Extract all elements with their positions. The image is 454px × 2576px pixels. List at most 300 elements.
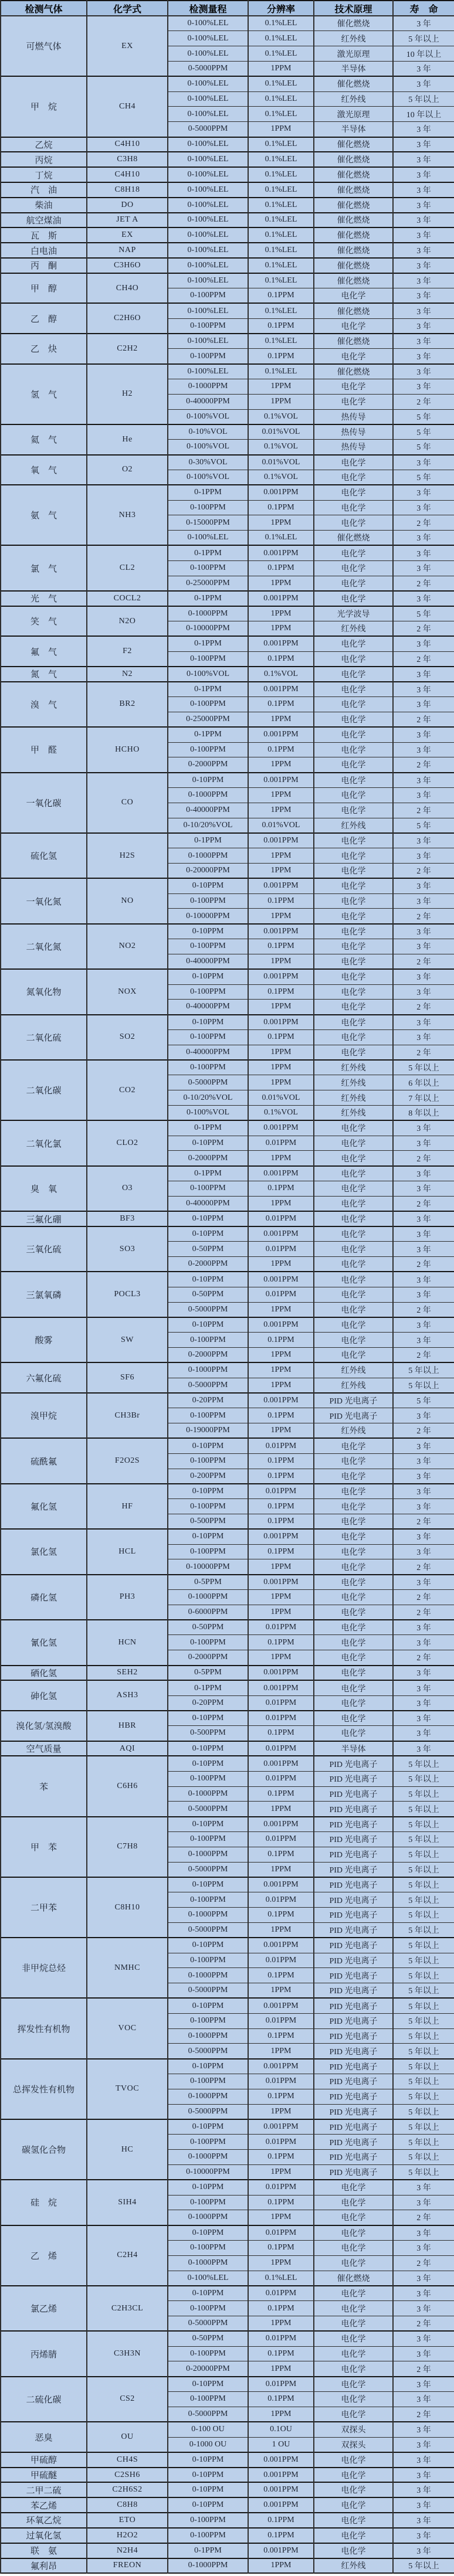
lifespan-cell: 2 年 (393, 1348, 454, 1363)
principle-cell: 电化学 (314, 878, 393, 893)
range-cell: 0-10PPM (168, 1484, 248, 1499)
principle-cell: 电化学 (314, 288, 393, 304)
chemical-formula-cell: POCL3 (87, 1272, 168, 1317)
principle-cell: PID 光电离子 (314, 1998, 393, 2013)
gas-name-cell: 氮氧化物 (1, 969, 87, 1014)
range-cell: 0-1000PPM (168, 2089, 248, 2104)
principle-cell: 电化学 (314, 742, 393, 757)
chemical-formula-cell: HCL (87, 1529, 168, 1574)
principle-cell: 电化学 (314, 848, 393, 864)
gas-name-cell: 氨 气 (1, 485, 87, 545)
range-cell: 0-1PPM (168, 591, 248, 606)
chemical-formula-cell: C2H6O (87, 303, 168, 334)
range-cell: 0-5000PPM (168, 2407, 248, 2422)
principle-cell: 电化学 (314, 1650, 393, 1666)
chemical-formula-cell: C3H8 (87, 152, 168, 167)
lifespan-cell: 5 年以上 (393, 1756, 454, 1771)
gas-name-cell: 二氧化硫 (1, 1015, 87, 1060)
table-row (1, 2513, 454, 2528)
range-cell: 0-100PPM (168, 1060, 248, 1075)
principle-cell: 电化学 (314, 969, 393, 984)
principle-cell: 电化学 (314, 500, 393, 515)
principle-cell: 热传导 (314, 440, 393, 455)
table-row (1, 1120, 454, 1136)
chemical-formula-cell: O2 (87, 455, 168, 485)
principle-cell: 电化学 (314, 803, 393, 818)
range-cell: 0-100%LEL (168, 2271, 248, 2286)
gas-name-cell: 二氧化氮 (1, 924, 87, 969)
resolution-cell: 1PPM (248, 1045, 314, 1060)
lifespan-cell: 3 年 (393, 531, 454, 546)
chemical-formula-cell: C7H8 (87, 1817, 168, 1877)
resolution-cell: 0.1PPM (248, 2195, 314, 2210)
lifespan-cell: 3 年 (393, 455, 454, 470)
resolution-cell: 1PPM (248, 1362, 314, 1378)
lifespan-cell: 3 年 (393, 303, 454, 318)
table-row (1, 152, 454, 167)
principle-cell: 电化学 (314, 1045, 393, 1060)
resolution-cell: 0.01PPM (248, 1438, 314, 1453)
gas-name-cell: 硫酰氟 (1, 1438, 87, 1483)
range-cell: 0-100PPM (168, 2346, 248, 2361)
range-cell: 0-1PPM (168, 727, 248, 742)
principle-cell: 电化学 (314, 1120, 393, 1136)
principle-cell: PID 光电离子 (314, 1393, 393, 1408)
lifespan-cell: 3 年 (393, 2392, 454, 2407)
resolution-cell: 1PPM (248, 954, 314, 969)
table-row (1, 2377, 454, 2392)
lifespan-cell: 3 年 (393, 2377, 454, 2392)
resolution-cell: 0.1%LEL (248, 167, 314, 182)
range-cell: 0-1PPM (168, 1166, 248, 1181)
principle-cell: 电化学 (314, 1575, 393, 1590)
range-cell: 0-30%VOL (168, 455, 248, 470)
table-row (1, 2119, 454, 2135)
lifespan-cell: 3 年 (393, 288, 454, 304)
lifespan-cell: 3 年 (393, 364, 454, 379)
gas-name-cell: 氢 气 (1, 364, 87, 424)
chemical-formula-cell: HF (87, 1484, 168, 1529)
lifespan-cell: 5 年以上 (393, 31, 454, 46)
lifespan-cell: 3 年 (393, 213, 454, 228)
chemical-formula-cell: NOX (87, 969, 168, 1014)
lifespan-cell: 2 年 (393, 1514, 454, 1529)
range-cell: 0-2000PPM (168, 1348, 248, 1363)
principle-cell: 电化学 (314, 1302, 393, 1317)
chemical-formula-cell: SIH4 (87, 2180, 168, 2225)
chemical-formula-cell: NAP (87, 243, 168, 258)
range-cell: 0-100PPM (168, 1771, 248, 1786)
lifespan-cell: 5 年以上 (393, 1771, 454, 1786)
column-header-4: 技术原理 (314, 1, 393, 16)
range-cell: 0-100%LEL (168, 243, 248, 258)
principle-cell: 红外线 (314, 31, 393, 46)
range-cell: 0-100%LEL (168, 258, 248, 273)
resolution-cell: 0.1%LEL (248, 227, 314, 243)
lifespan-cell: 3 年 (393, 500, 454, 515)
principle-cell: PID 光电离子 (314, 2150, 393, 2165)
range-cell: 0-5000PPM (168, 1302, 248, 1317)
table-row (1, 1060, 454, 1075)
range-cell: 0-5000PPM (168, 1802, 248, 1817)
chemical-formula-cell: HBR (87, 1711, 168, 1741)
resolution-cell: 1PPM (248, 394, 314, 409)
chemical-formula-cell: COCL2 (87, 591, 168, 606)
range-cell: 0-1000PPM (168, 2255, 248, 2271)
range-cell: 0-10PPM (168, 1741, 248, 1756)
range-cell: 0-100%LEL (168, 167, 248, 182)
principle-cell: 催化燃烧 (314, 76, 393, 91)
principle-cell: 电化学 (314, 1242, 393, 1257)
resolution-cell: 1PPM (248, 1605, 314, 1620)
resolution-cell: 1PPM (248, 1650, 314, 1666)
lifespan-cell: 3 年 (393, 485, 454, 500)
lifespan-cell: 2 年 (393, 576, 454, 591)
lifespan-cell: 3 年 (393, 152, 454, 167)
table-row (1, 213, 454, 228)
lifespan-cell: 3 年 (393, 379, 454, 395)
gas-name-cell: 二甲苯 (1, 1877, 87, 1938)
table-row (1, 1529, 454, 1544)
range-cell: 0-2000PPM (168, 1650, 248, 1666)
range-cell: 0-1000PPM (168, 2558, 248, 2574)
range-cell: 0-100PPM (168, 1453, 248, 1469)
principle-cell: 电化学 (314, 712, 393, 727)
principle-cell: 电化学 (314, 1136, 393, 1151)
gas-name-cell: 氟 气 (1, 636, 87, 667)
principle-cell: 电化学 (314, 470, 393, 485)
principle-cell: 电化学 (314, 2301, 393, 2316)
chemical-formula-cell: CH4 (87, 76, 168, 137)
principle-cell: 催化燃烧 (314, 258, 393, 273)
principle-cell: PID 光电离子 (314, 1862, 393, 1877)
principle-cell: 催化燃烧 (314, 137, 393, 152)
table-row (1, 2497, 454, 2513)
range-cell: 0-100%LEL (168, 16, 248, 31)
resolution-cell: 1PPM (248, 1257, 314, 1272)
resolution-cell: 0.001PPM (248, 1666, 314, 1681)
resolution-cell: 1PPM (248, 2210, 314, 2225)
principle-cell: 催化燃烧 (314, 531, 393, 546)
principle-cell: 红外线 (314, 1106, 393, 1121)
resolution-cell: 1PPM (248, 712, 314, 727)
resolution-cell: 0.1PPM (248, 560, 314, 576)
table-row (1, 1817, 454, 1832)
table-row (1, 924, 454, 939)
gas-name-cell: 二氧化碳 (1, 1060, 87, 1120)
range-cell: 0-10PPM (168, 2452, 248, 2468)
range-cell: 0-100%VOL (168, 1106, 248, 1121)
gas-name-cell: 硅 烷 (1, 2180, 87, 2225)
chemical-formula-cell: EX (87, 16, 168, 76)
lifespan-cell: 5 年 (393, 440, 454, 455)
table-row (1, 682, 454, 697)
lifespan-cell: 5 年 (393, 424, 454, 440)
lifespan-cell: 2 年 (393, 757, 454, 773)
lifespan-cell: 3 年 (393, 2195, 454, 2210)
gas-name-cell: 溴甲烷 (1, 1393, 87, 1438)
resolution-cell: 1PPM (248, 2104, 314, 2119)
gas-name-cell: 硫化氢 (1, 833, 87, 878)
principle-cell: 电化学 (314, 651, 393, 667)
lifespan-cell: 3 年 (393, 1544, 454, 1559)
principle-cell: 电化学 (314, 394, 393, 409)
chemical-formula-cell: SEH2 (87, 1666, 168, 1681)
resolution-cell: 1PPM (248, 1983, 314, 1999)
range-cell: 0-50PPM (168, 1620, 248, 1635)
principle-cell: 电化学 (314, 2452, 393, 2468)
lifespan-cell: 7 年以上 (393, 1090, 454, 1106)
principle-cell: 电化学 (314, 349, 393, 364)
range-cell: 0-10PPM (168, 1998, 248, 2013)
lifespan-cell: 3 年 (393, 742, 454, 757)
lifespan-cell: 3 年 (393, 1453, 454, 1469)
gas-name-cell: 溴 气 (1, 682, 87, 727)
lifespan-cell: 2 年 (393, 651, 454, 667)
resolution-cell: 0.1PPM (248, 1908, 314, 1923)
principle-cell: PID 光电离子 (314, 1802, 393, 1817)
resolution-cell: 1PPM (248, 1378, 314, 1393)
chemical-formula-cell: EX (87, 227, 168, 243)
resolution-cell: 1PPM (248, 515, 314, 531)
principle-cell: 电化学 (314, 1317, 393, 1333)
principle-cell: 电化学 (314, 1544, 393, 1559)
range-cell: 0-1PPM (168, 2543, 248, 2558)
principle-cell: PID 光电离子 (314, 1892, 393, 1908)
principle-cell: 电化学 (314, 485, 393, 500)
lifespan-cell: 3 年 (393, 1181, 454, 1197)
resolution-cell: 0.001PPM (248, 485, 314, 500)
principle-cell: 电化学 (314, 757, 393, 773)
range-cell: 0-100PPM (168, 1832, 248, 1847)
lifespan-cell: 2 年 (393, 803, 454, 818)
column-header-5: 寿 命 (393, 1, 454, 16)
lifespan-cell: 3 年 (393, 939, 454, 954)
gas-name-cell: 硒化氢 (1, 1666, 87, 1681)
range-cell: 0-100%VOL (168, 470, 248, 485)
principle-cell: 电化学 (314, 1333, 393, 1348)
table-row (1, 2286, 454, 2301)
gas-name-cell: 磷化氢 (1, 1575, 87, 1620)
principle-cell: 电化学 (314, 787, 393, 803)
range-cell: 0-100%LEL (168, 137, 248, 152)
resolution-cell: 0.1%VOL (248, 1106, 314, 1121)
range-cell: 0-100%LEL (168, 31, 248, 46)
resolution-cell: 0.001PPM (248, 773, 314, 788)
lifespan-cell: 3 年 (393, 1635, 454, 1650)
lifespan-cell: 3 年 (393, 1726, 454, 1741)
range-cell: 0-100PPM (168, 2195, 248, 2210)
lifespan-cell: 3 年 (393, 2346, 454, 2361)
resolution-cell: 0.1%LEL (248, 182, 314, 198)
table-row (1, 1226, 454, 1242)
chemical-formula-cell: SW (87, 1317, 168, 1362)
range-cell: 0-5PPM (168, 1575, 248, 1590)
principle-cell: 电化学 (314, 682, 393, 697)
resolution-cell: 0.1%LEL (248, 2271, 314, 2286)
range-cell: 0-1PPM (168, 545, 248, 560)
gas-name-cell: 苯乙烯 (1, 2497, 87, 2513)
chemical-formula-cell: C4H10 (87, 137, 168, 152)
principle-cell: PID 光电离子 (314, 1756, 393, 1771)
range-cell: 0-5000PPM (168, 1075, 248, 1090)
lifespan-cell: 2 年 (393, 1000, 454, 1015)
table-row (1, 606, 454, 621)
gas-name-cell: 三氯氧磷 (1, 1272, 87, 1317)
range-cell: 0-100PPM (168, 1408, 248, 1423)
range-cell: 0-10PPM (168, 924, 248, 939)
range-cell: 0-100PPM (168, 1892, 248, 1908)
lifespan-cell: 2 年 (393, 2210, 454, 2225)
resolution-cell: 1PPM (248, 757, 314, 773)
lifespan-cell: 3 年 (393, 2543, 454, 2558)
resolution-cell: 0.01PPM (248, 1620, 314, 1635)
principle-cell: 电化学 (314, 2331, 393, 2346)
lifespan-cell: 2 年 (393, 712, 454, 727)
lifespan-cell: 5 年以上 (393, 1378, 454, 1393)
resolution-cell: 0.01PPM (248, 1136, 314, 1151)
table-row (1, 1938, 454, 1953)
resolution-cell: 0.01PPM (248, 2286, 314, 2301)
lifespan-cell: 5 年以上 (393, 1922, 454, 1938)
resolution-cell: 1PPM (248, 1559, 314, 1575)
gas-name-cell: 六氟化硫 (1, 1362, 87, 1393)
gas-name-cell: 二硫化碳 (1, 2377, 87, 2422)
resolution-cell: 0.01PPM (248, 1242, 314, 1257)
lifespan-cell: 3 年 (393, 1242, 454, 1257)
chemical-formula-cell: CO2 (87, 1060, 168, 1120)
principle-cell: 电化学 (314, 1680, 393, 1695)
resolution-cell: 0.1PPM (248, 893, 314, 909)
range-cell: 0-50PPM (168, 1242, 248, 1257)
gas-name-cell: 空气质量 (1, 1741, 87, 1756)
principle-cell: 光学波导 (314, 606, 393, 621)
resolution-cell: 0.001PPM (248, 1575, 314, 1590)
chemical-formula-cell: C2H6S2 (87, 2482, 168, 2497)
range-cell: 0-200PPM (168, 1469, 248, 1484)
range-cell: 0-10PPM (168, 1136, 248, 1151)
gas-name-cell: 氟利昂 (1, 2558, 87, 2574)
lifespan-cell: 5 年以上 (393, 1786, 454, 1802)
chemical-formula-cell: C3H3N (87, 2331, 168, 2376)
table-row (1, 167, 454, 182)
resolution-cell: 0.1%LEL (248, 258, 314, 273)
range-cell: 0-10000PPM (168, 1559, 248, 1575)
range-cell: 0-1000PPM (168, 1786, 248, 1802)
table-row (1, 2225, 454, 2241)
resolution-cell: 0.01PPM (248, 2331, 314, 2346)
lifespan-cell: 5 年 (393, 818, 454, 833)
principle-cell: PID 光电离子 (314, 2013, 393, 2028)
principle-cell: 电化学 (314, 2407, 393, 2422)
principle-cell: 电化学 (314, 1559, 393, 1575)
range-cell: 0-10PPM (168, 1938, 248, 1953)
resolution-cell: 0.1%VOL (248, 667, 314, 682)
gas-name-cell: 甲 醇 (1, 273, 87, 304)
resolution-cell: 0.1PPM (248, 697, 314, 712)
principle-cell: 催化燃烧 (314, 16, 393, 31)
principle-cell: 半导体 (314, 1741, 393, 1756)
resolution-cell: 0.1PPM (248, 1786, 314, 1802)
gas-name-cell: 乙 炔 (1, 334, 87, 364)
lifespan-cell: 3 年 (393, 1469, 454, 1484)
chemical-formula-cell: F2O2S (87, 1438, 168, 1483)
range-cell: 0-100%LEL (168, 46, 248, 62)
gas-name-cell: 白电油 (1, 243, 87, 258)
gas-name-cell: 酸雾 (1, 1317, 87, 1362)
gas-name-cell: 三氟化硼 (1, 1211, 87, 1226)
table-row (1, 2468, 454, 2483)
principle-cell: 激光原理 (314, 46, 393, 62)
principle-cell: 电化学 (314, 2180, 393, 2195)
gas-name-cell: 柴油 (1, 198, 87, 213)
chemical-formula-cell: CO (87, 773, 168, 833)
lifespan-cell: 3 年 (393, 1015, 454, 1030)
range-cell: 0-100%VOL (168, 409, 248, 424)
resolution-cell: 0.1%LEL (248, 243, 314, 258)
principle-cell: PID 光电离子 (314, 2074, 393, 2089)
table-row (1, 1272, 454, 1287)
resolution-cell: 0.001PPM (248, 1998, 314, 2013)
range-cell: 0-1PPM (168, 1120, 248, 1136)
resolution-cell: 0.1%LEL (248, 334, 314, 349)
chemical-formula-cell: ASH3 (87, 1680, 168, 1711)
chemical-formula-cell: HC (87, 2119, 168, 2180)
lifespan-cell: 2 年 (393, 1605, 454, 1620)
resolution-cell: 1PPM (248, 1196, 314, 1211)
principle-cell: 电化学 (314, 2225, 393, 2241)
table-row (1, 182, 454, 198)
chemical-formula-cell: NO2 (87, 924, 168, 969)
resolution-cell: 0.1PPM (248, 1499, 314, 1514)
resolution-cell: 0.1%LEL (248, 107, 314, 122)
principle-cell: 电化学 (314, 379, 393, 395)
range-cell: 0-100PPM (168, 2013, 248, 2028)
table-row (1, 1317, 454, 1333)
principle-cell: 红外线 (314, 621, 393, 637)
lifespan-cell: 5 年以上 (393, 2104, 454, 2119)
range-cell: 0-10/20%VOL (168, 1090, 248, 1106)
range-cell: 0-1000PPM (168, 848, 248, 864)
table-row (1, 243, 454, 258)
principle-cell: 催化燃烧 (314, 213, 393, 228)
resolution-cell: 0.1PPM (248, 1544, 314, 1559)
lifespan-cell: 2 年 (393, 2255, 454, 2271)
resolution-cell: 0.01%VOL (248, 455, 314, 470)
principle-cell: 电化学 (314, 727, 393, 742)
resolution-cell: 0.001PPM (248, 2059, 314, 2074)
lifespan-cell: 3 年 (393, 198, 454, 213)
principle-cell: 电化学 (314, 318, 393, 334)
principle-cell: 电化学 (314, 1151, 393, 1166)
gas-name-cell: 丙烷 (1, 152, 87, 167)
table-row (1, 1484, 454, 1499)
principle-cell: 催化燃烧 (314, 152, 393, 167)
resolution-cell: 0.1%LEL (248, 137, 314, 152)
principle-cell: PID 光电离子 (314, 2059, 393, 2074)
principle-cell: PID 光电离子 (314, 1908, 393, 1923)
lifespan-cell: 5 年以上 (393, 2135, 454, 2150)
range-cell: 0-10PPM (168, 1711, 248, 1726)
principle-cell: 电化学 (314, 984, 393, 1000)
resolution-cell: 1PPM (248, 1922, 314, 1938)
lifespan-cell: 5 年以上 (393, 2558, 454, 2574)
resolution-cell: 0.1%LEL (248, 198, 314, 213)
range-cell: 0-100PPM (168, 984, 248, 1000)
gas-name-cell: 一氧化碳 (1, 773, 87, 833)
table-row (1, 727, 454, 742)
range-cell: 0-10PPM (168, 2059, 248, 2074)
